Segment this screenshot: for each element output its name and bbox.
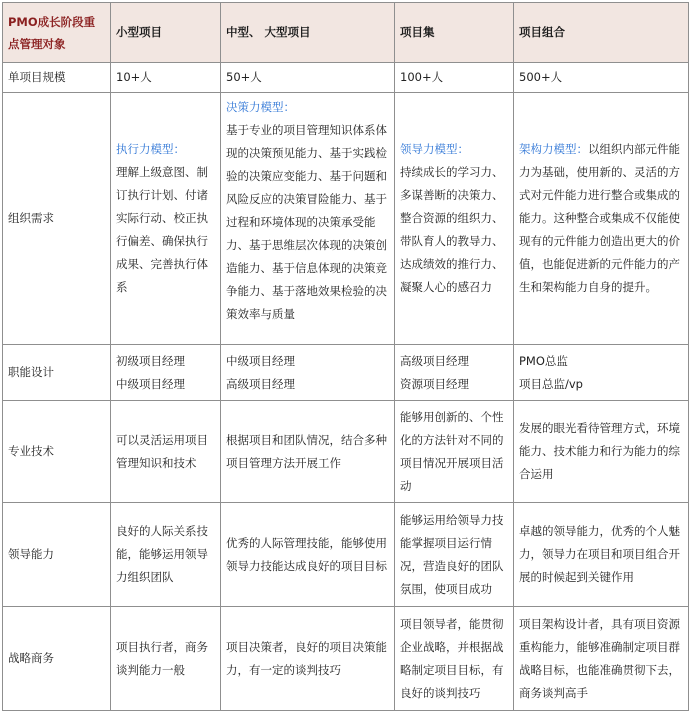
row-org xyxy=(3,93,689,345)
col-header-portfolio: 项目组合 xyxy=(514,3,689,63)
row-label-scale: 单项目规模 xyxy=(3,63,111,93)
cell-tech-small: 可以灵活运用项目管理知识和技术 xyxy=(111,401,221,503)
corner-header: PMO成长阶段重点管理对象 xyxy=(3,3,111,63)
model-text-medium: 基于专业的项目管理知识体系体现的决策预见能力、基于实践检验的决策应变能力、基于问题和风险反应的决策冒险能力、基于过程和环境体现的决策承受能力、基于思维层次体现的决策创造能力、基于信息体现的决策竞争能力、基于落地效果检验的决策效率与质量 xyxy=(226,123,387,321)
role-line: 资源项目经理 xyxy=(400,376,469,391)
role-line: 高级项目经理 xyxy=(400,353,469,368)
cell-scale-portfolio: 500+人 xyxy=(514,63,689,93)
row-label-org: 组织需求 xyxy=(3,93,111,345)
cell-org-small xyxy=(111,93,221,345)
row-label-leader: 领导能力 xyxy=(3,503,111,607)
pmo-comparison-table xyxy=(2,2,689,711)
cell-org-portfolio xyxy=(514,93,689,345)
model-name-medium: 决策力模型： xyxy=(226,100,295,114)
row-scale xyxy=(3,63,689,93)
row-label-tech: 专业技术 xyxy=(3,401,111,503)
cell-leader-set: 能够运用给领导力技能掌握项目运行情况，营造良好的团队氛围，使项目成功 xyxy=(395,503,514,607)
cell-tech-portfolio: 发展的眼光看待管理方式，环境能力、技术能力和行为能力的综合运用 xyxy=(514,401,689,503)
cell-strategy-portfolio: 项目架构设计者，具有项目资源重构能力，能够准确制定项目群战略目标，也能准确贯彻下去，商务谈判高手 xyxy=(514,607,689,711)
row-leader xyxy=(3,503,689,607)
cell-scale-medium: 50+人 xyxy=(221,63,395,93)
model-name-set: 领导力模型： xyxy=(400,142,469,156)
row-tech xyxy=(3,401,689,503)
role-line: 中级项目经理 xyxy=(116,376,185,391)
model-name-portfolio: 架构力模型： xyxy=(519,142,588,156)
cell-scale-set: 100+人 xyxy=(395,63,514,93)
role-line: PMO总监 xyxy=(519,353,568,368)
col-header-small: 小型项目 xyxy=(111,3,221,63)
row-label-strategy: 战略商务 xyxy=(3,607,111,711)
row-label-role: 职能设计 xyxy=(3,345,111,401)
cell-strategy-set: 项目领导者，能贯彻企业战略，并根据战略制定项目目标，有良好的谈判技巧 xyxy=(395,607,514,711)
cell-leader-portfolio: 卓越的领导能力，优秀的个人魅力，领导力在项目和项目组合开展的时候起到关键作用 xyxy=(514,503,689,607)
cell-org-set xyxy=(395,93,514,345)
model-name-small: 执行力模型： xyxy=(116,142,185,156)
cell-strategy-medium: 项目决策者，良好的项目决策能力，有一定的谈判技巧 xyxy=(221,607,395,711)
cell-org-medium xyxy=(221,93,395,345)
role-line: 中级项目经理 xyxy=(226,353,295,368)
role-line: 初级项目经理 xyxy=(116,353,185,368)
col-header-set: 项目集 xyxy=(395,3,514,63)
cell-leader-medium: 优秀的人际管理技能，能够使用领导力技能达成良好的项目目标 xyxy=(221,503,395,607)
cell-strategy-small: 项目执行者，商务谈判能力一般 xyxy=(111,607,221,711)
row-role xyxy=(3,345,689,401)
role-line: 项目总监/vp xyxy=(519,376,583,391)
role-line: 高级项目经理 xyxy=(226,376,295,391)
col-header-medium: 中型、 大型项目 xyxy=(221,3,395,63)
model-text-small: 理解上级意图、制订执行计划、付诸实际行动、校正执行偏差、确保执行成果、完善执行体系 xyxy=(116,165,208,294)
cell-tech-set: 能够用创新的、个性化的方法针对不同的项目情况开展项目活动 xyxy=(395,401,514,503)
header-row xyxy=(3,3,689,63)
cell-scale-small: 10+人 xyxy=(111,63,221,93)
cell-leader-small: 良好的人际关系技能，能够运用领导力组织团队 xyxy=(111,503,221,607)
row-strategy xyxy=(3,607,689,711)
cell-role-set xyxy=(395,345,514,401)
cell-role-medium xyxy=(221,345,395,401)
cell-tech-medium: 根据项目和团队情况，结合多种项目管理方法开展工作 xyxy=(221,401,395,503)
cell-role-portfolio xyxy=(514,345,689,401)
model-text-portfolio: 以组织内部元件能力为基础，使用新的、灵活的方式对元件能力进行整合或集成的能力。这种整合或集成不仅能使现有的元件能力创造出更大的价值，也能促进新的元件能力的产生和架构能力自身的提升。 xyxy=(519,142,680,294)
model-text-set: 持续成长的学习力、多谋善断的决策力、整合资源的组织力、带队育人的教导力、达成绩效的推行力、凝聚人心的感召力 xyxy=(400,165,504,294)
cell-role-small xyxy=(111,345,221,401)
